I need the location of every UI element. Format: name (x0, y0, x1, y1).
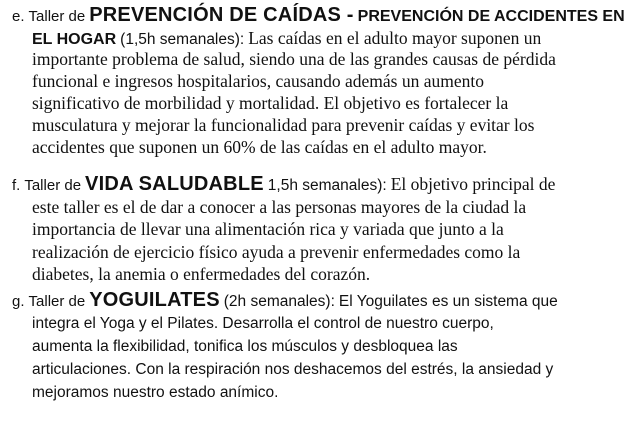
item-f-text-4: diabetes, la anemia o enfermedades del corazón. (32, 264, 371, 284)
item-f-title: VIDA SALUDABLE (85, 173, 264, 195)
item-e-text-1: importante problema de salud, siendo una de las grandes causas de pérdida (32, 49, 556, 69)
item-f-marker: f. (12, 177, 21, 194)
item-e-text-0: Las caídas en el adulto mayor suponen un (248, 28, 542, 48)
item-e-title: PREVENCIÓN DE CAÍDAS - (89, 4, 354, 26)
item-e-text-2: funcional e ingresos hospitalarios, causando además un aumento (32, 71, 484, 91)
item-g-title: YOGUILATES (89, 289, 220, 311)
item-g-text-3: articulaciones. Con la respiración nos deshacemos del estrés, la ansiedad y (32, 361, 554, 378)
item-g-prefix: Taller de (28, 293, 86, 310)
item-f-hours: 1,5h semanales): (267, 177, 387, 194)
item-f-prefix: Taller de (24, 177, 82, 194)
item-g-heading-line (12, 289, 634, 312)
item-e-subtitle-part1: PREVENCIÓN DE ACCIDENTES EN (357, 8, 625, 25)
item-e-line-1 (12, 28, 634, 48)
item-g-hours: (2h semanales): (223, 293, 335, 310)
item-g-text-0: El Yoguilates es un sistema que (338, 293, 558, 310)
list-item-yoguilates (12, 289, 634, 404)
item-f-text-1: este taller es el de dar a conocer a las personas mayores de la ciudad la (32, 196, 527, 217)
item-e-text-5: accidentes que suponen un 60% de las caídas en el adulto mayor. (32, 137, 487, 157)
item-f-heading-line (12, 173, 634, 196)
item-g-text-1: integra el Yoga y el Pilates. Desarrolla el control de nuestro cuerpo, (32, 315, 494, 332)
item-e-hours: (1,5h semanales): (120, 31, 245, 48)
item-e-prefix: Taller de (28, 8, 86, 25)
list-item-prevencion-caidas (12, 2, 634, 158)
item-g-text-4: mejoramos nuestro estado anímico. (32, 384, 279, 401)
item-f-text-0: El objetivo principal de (390, 174, 556, 194)
item-e-marker: e. (12, 8, 25, 25)
item-e-text-4: musculatura y mejorar la funcionalidad para prevenir caídas y evitar los (32, 115, 535, 135)
item-f-text-2: importancia de llevar una alimentación rica y variada que junto a la (32, 219, 504, 239)
item-e-text-3: significativo de morbilidad y mortalidad. El objetivo es fortalecer la (32, 93, 509, 113)
item-f-text-3: realización de ejercicio físico ayuda a prevenir enfermedades como la (32, 241, 521, 262)
item-e-heading-line (12, 2, 634, 28)
item-g-text-2: aumenta la flexibilidad, tonifica los músculos y desbloquea las (32, 338, 458, 355)
list-item-vida-saludable (12, 173, 634, 286)
item-g-marker: g. (12, 293, 25, 310)
item-e-subtitle-part2: EL HOGAR (32, 31, 117, 48)
